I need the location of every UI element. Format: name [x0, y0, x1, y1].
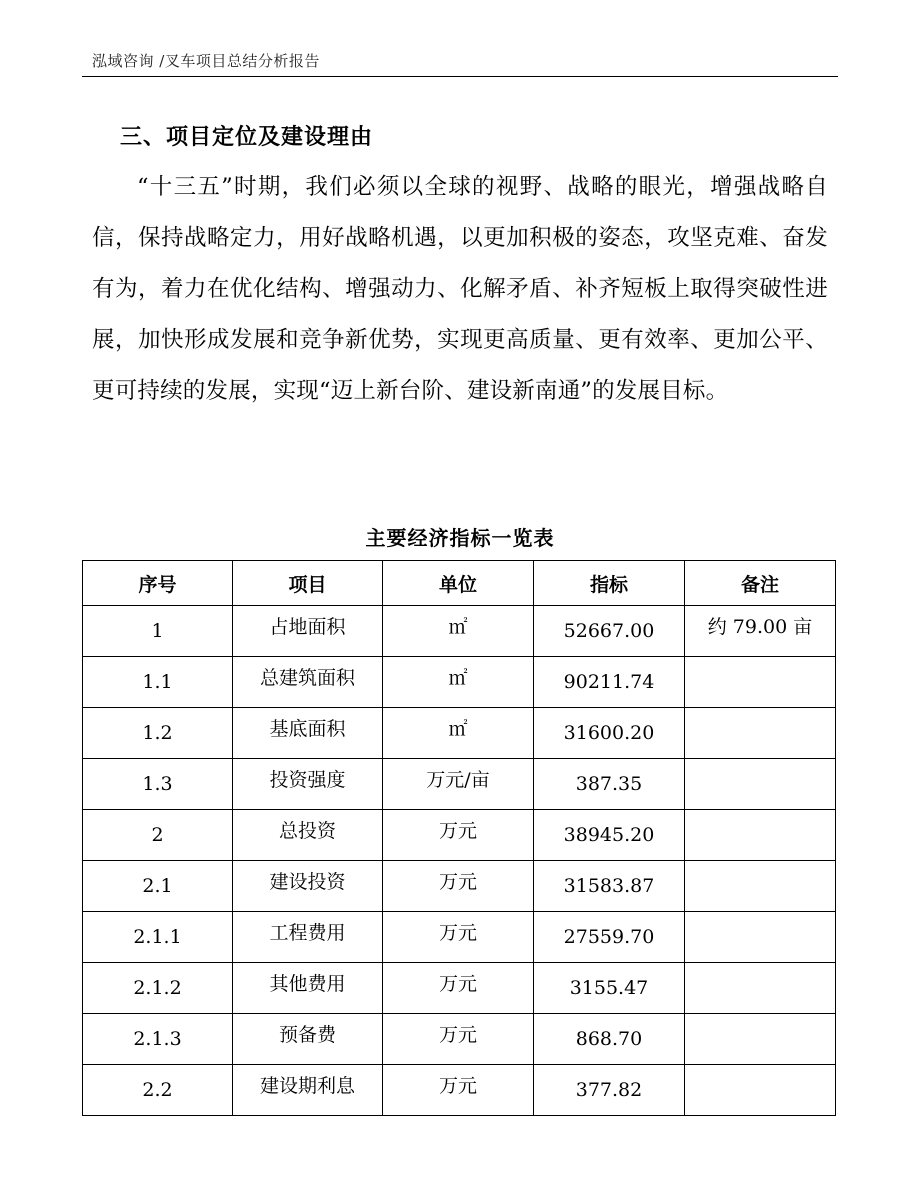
- cell-note: [685, 963, 836, 1014]
- cell-note: [685, 708, 836, 759]
- cell-unit: 万元/亩: [383, 759, 534, 810]
- cell-note: [685, 657, 836, 708]
- cell-item: 工程费用: [233, 912, 383, 963]
- cell-value: 387.35: [534, 759, 685, 810]
- cell-item: 建设期利息: [233, 1065, 383, 1116]
- cell-note: [685, 810, 836, 861]
- table-header-row: [83, 561, 836, 606]
- cell-index: 2.1.1: [83, 912, 233, 963]
- cell-index: 2.1.2: [83, 963, 233, 1014]
- cell-note: [685, 1065, 836, 1116]
- cell-unit: ㎡: [383, 708, 534, 759]
- cell-value: 3155.47: [534, 963, 685, 1014]
- header-cell-value: 指标: [534, 561, 685, 606]
- cell-unit: ㎡: [383, 606, 534, 657]
- table-row: [83, 810, 836, 861]
- cell-unit: ㎡: [383, 657, 534, 708]
- cell-value: 52667.00: [534, 606, 685, 657]
- cell-index: 2.2: [83, 1065, 233, 1116]
- page-header: 泓域咨询 /叉车项目总结分析报告: [92, 52, 320, 70]
- cell-item: 总投资: [233, 810, 383, 861]
- table-row: [83, 1014, 836, 1065]
- cell-value: 38945.20: [534, 810, 685, 861]
- cell-unit: 万元: [383, 963, 534, 1014]
- cell-index: 1.3: [83, 759, 233, 810]
- cell-item: 建设投资: [233, 861, 383, 912]
- cell-item: 预备费: [233, 1014, 383, 1065]
- cell-item: 基底面积: [233, 708, 383, 759]
- cell-value: 90211.74: [534, 657, 685, 708]
- cell-unit: 万元: [383, 912, 534, 963]
- table-row: [83, 861, 836, 912]
- table-row: [83, 912, 836, 963]
- cell-value: 31583.87: [534, 861, 685, 912]
- cell-value: 27559.70: [534, 912, 685, 963]
- cell-value: 377.82: [534, 1065, 685, 1116]
- table-row: [83, 1065, 836, 1116]
- cell-value: 31600.20: [534, 708, 685, 759]
- cell-index: 2: [83, 810, 233, 861]
- cell-item: 其他费用: [233, 963, 383, 1014]
- cell-item: 占地面积: [233, 606, 383, 657]
- cell-item: 总建筑面积: [233, 657, 383, 708]
- cell-index: 1: [83, 606, 233, 657]
- cell-unit: 万元: [383, 861, 534, 912]
- cell-unit: 万元: [383, 810, 534, 861]
- cell-value: 868.70: [534, 1014, 685, 1065]
- cell-note: [685, 759, 836, 810]
- header-cell-note: 备注: [685, 561, 836, 606]
- cell-index: 1.1: [83, 657, 233, 708]
- table-row: [83, 606, 836, 657]
- section-title: 三、项目定位及建设理由: [120, 125, 374, 150]
- cell-index: 2.1: [83, 861, 233, 912]
- table-title: 主要经济指标一览表: [365, 526, 555, 550]
- table-row: [83, 708, 836, 759]
- cell-unit: 万元: [383, 1065, 534, 1116]
- cell-index: 1.2: [83, 708, 233, 759]
- cell-index: 2.1.3: [83, 1014, 233, 1065]
- cell-note: [685, 912, 836, 963]
- header-cell-item: 项目: [233, 561, 383, 606]
- table-row: [83, 759, 836, 810]
- header-cell-index: 序号: [83, 561, 233, 606]
- cell-unit: 万元: [383, 1014, 534, 1065]
- cell-note: [685, 861, 836, 912]
- cell-note: [685, 1014, 836, 1065]
- table-row: [83, 963, 836, 1014]
- table-row: [83, 657, 836, 708]
- header-rule: [82, 76, 838, 77]
- indicators-table: [82, 560, 836, 1116]
- cell-note: 约 79.00 亩: [685, 606, 836, 657]
- body-paragraph: “十三五”时期，我们必须以全球的视野、战略的眼光，增强战略自信，保持战略定力，用好战略机遇，以更加积极的姿态，攻坚克难、奋发有为，着力在优化结构、增强动力、化解矛盾、补齐短板上取得突破性进展，加快形成发展和竞争新优势，实现更高质量、更有效率、更加公平、更可持续的发展，实现“迈上新台阶、建设新南通”的发展目标。: [92, 174, 828, 404]
- cell-item: 投资强度: [233, 759, 383, 810]
- header-cell-unit: 单位: [383, 561, 534, 606]
